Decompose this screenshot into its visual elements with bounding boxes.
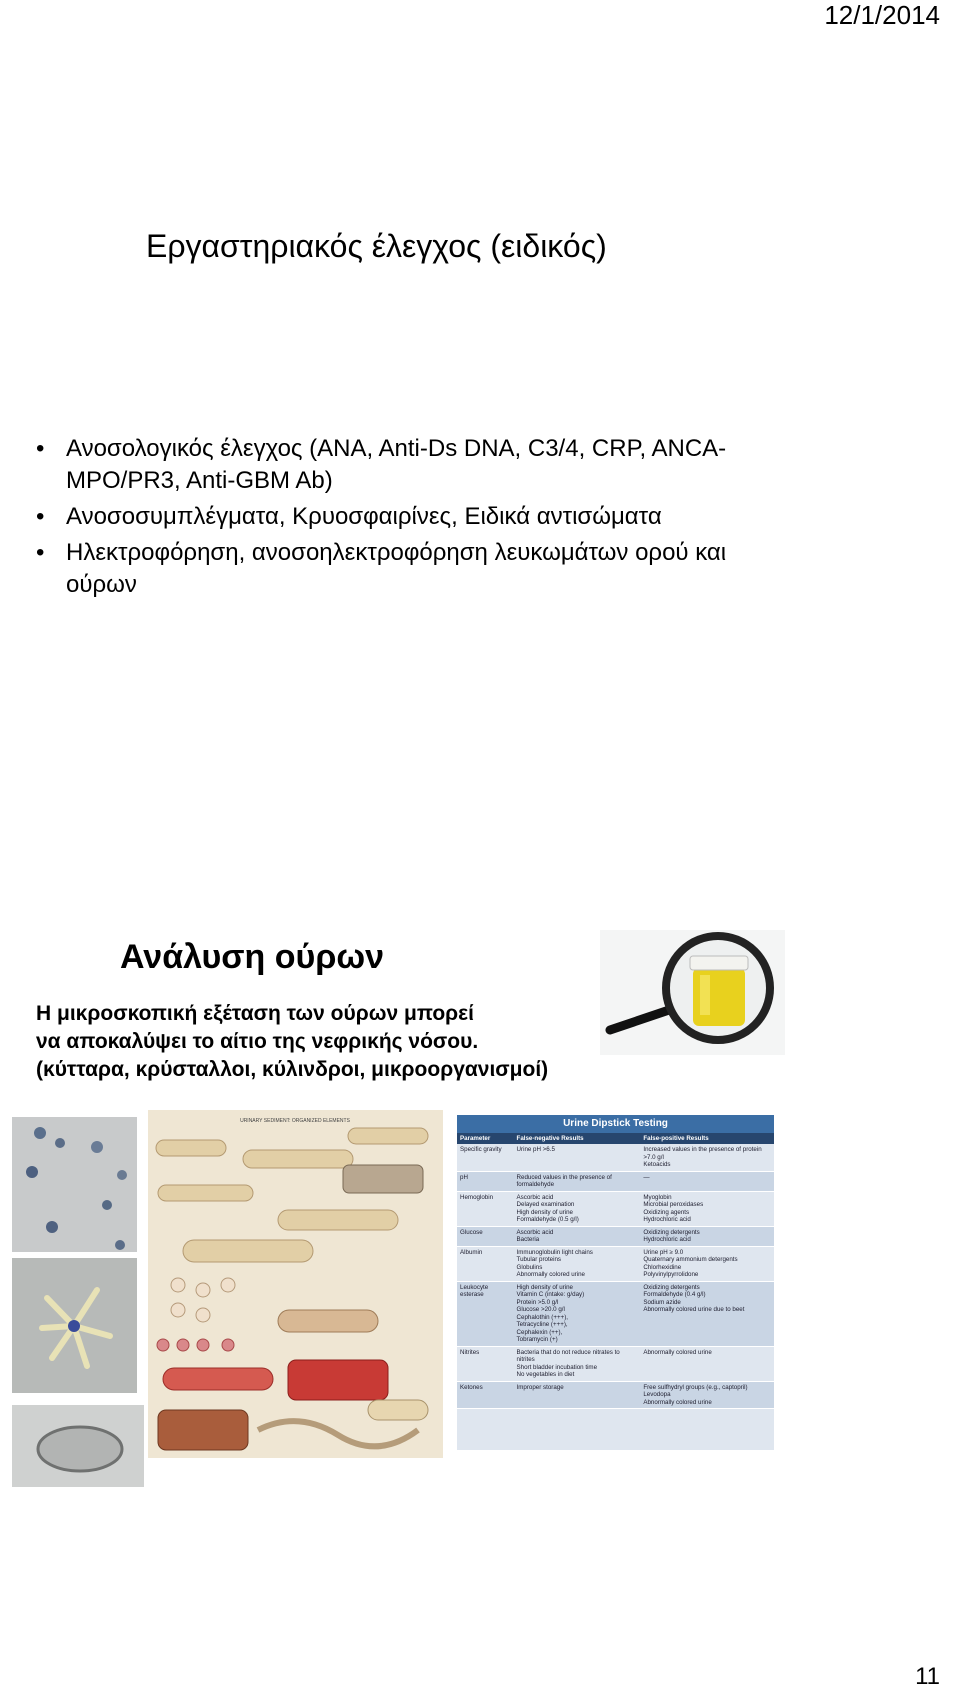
text-line: (κύτταρα, κρύσταλλοι, κύλινδροι, μικροοργανισμοί) — [36, 1058, 549, 1081]
slide2-title: Ανάλυση ούρων — [120, 938, 384, 976]
table-row — [457, 1346, 774, 1381]
table-cell: Glucose — [457, 1226, 514, 1246]
slide1-title: Εργαστηριακός έλεγχος (ειδικός) — [146, 228, 607, 264]
text-line: να αποκαλύψει το αίτιο της νεφρικής νόσου. — [36, 1030, 479, 1053]
table-cell: Increased values in the presence of protein >7.0 g/l Ketoacids — [640, 1144, 774, 1171]
table-cell: High density of urine Vitamin C (intake: g/day) Protein >5.0 g/l Glucose >20.0 g/l Cephalothin (+++), Tetracycline (+++), Cephalexin (++), Tobramycin (+) — [514, 1281, 641, 1346]
table-cell: pH — [457, 1171, 514, 1191]
page-number: 11 — [915, 1663, 940, 1690]
table-cell: Oxidizing detergents Hydrochloric acid — [640, 1226, 774, 1246]
table-row — [457, 1191, 774, 1226]
table-row — [457, 1226, 774, 1246]
table-row — [457, 1246, 774, 1281]
date-header: 12/1/2014 — [824, 0, 940, 30]
dipstick-title: Urine Dipstick Testing — [457, 1115, 774, 1133]
table-cell: Oxidizing detergents Formaldehyde (0.4 g/l) Sodium azide Abnormally colored urine due to beet — [640, 1281, 774, 1346]
table-cell: Leukocyte esterase — [457, 1281, 514, 1346]
table-row — [457, 1281, 774, 1346]
slide1-bullet-list — [36, 433, 736, 605]
microscopy-cells-image — [12, 1117, 137, 1252]
magnifier-urine-image — [600, 930, 785, 1055]
column-header: False-negative Results — [514, 1133, 641, 1144]
bullet-item: • Ηλεκτροφόρηση, ανοσοηλεκτροφόρηση λευκωμάτων ορού και ούρων — [36, 537, 736, 601]
table-cell: Nitrites — [457, 1346, 514, 1381]
table-cell: Urine pH >6.5 — [514, 1144, 641, 1171]
column-header: False-positive Results — [640, 1133, 774, 1144]
table-cell: Bacteria that do not reduce nitrates to nitrites Short bladder incubation time No vegetables in diet — [514, 1346, 641, 1381]
table-row — [457, 1381, 774, 1409]
table-cell: Ascorbic acid Delayed examination High density of urine Formaldehyde (0.5 g/l) — [514, 1191, 641, 1226]
table-cell: Albumin — [457, 1246, 514, 1281]
dipstick-table-figure — [457, 1115, 774, 1450]
text-line: Η μικροσκοπική εξέταση των ούρων μπορεί — [36, 1002, 474, 1025]
dipstick-table — [457, 1133, 774, 1409]
microscopy-cast-image — [12, 1405, 144, 1487]
table-cell: Specific gravity — [457, 1144, 514, 1171]
bullet-item: • Ανοσοσυμπλέγματα, Κρυοσφαιρίνες, Ειδικά αντισώματα — [36, 501, 736, 533]
table-cell: Ketones — [457, 1381, 514, 1409]
slide2-text — [36, 1000, 548, 1084]
urinary-sediment-illustration — [148, 1110, 443, 1458]
table-cell: Myoglobin Microbial peroxidases Oxidizing agents Hydrochloric acid — [640, 1191, 774, 1226]
table-cell: Urine pH ≥ 9.0 Quaternary ammonium detergents Chlorhexidine Polyvinylpyrrolidone — [640, 1246, 774, 1281]
table-cell: Reduced values in the presence of formaldehyde — [514, 1171, 641, 1191]
table-cell: — — [640, 1171, 774, 1191]
table-cell: Hemoglobin — [457, 1191, 514, 1226]
table-row — [457, 1144, 774, 1171]
sediment-title: URINARY SEDIMENT: ORGANIZED ELEMENTS — [240, 1118, 350, 1124]
microscopy-crystal-image — [12, 1258, 137, 1393]
table-cell: Free sulfhydryl groups (e.g., captopril) Levodopa Abnormally colored urine — [640, 1381, 774, 1409]
table-cell: Abnormally colored urine — [640, 1346, 774, 1381]
table-cell: Improper storage — [514, 1381, 641, 1409]
table-cell: Ascorbic acid Bacteria — [514, 1226, 641, 1246]
column-header: Parameter — [457, 1133, 514, 1144]
bullet-item: • Ανοσολογικός έλεγχος (ANA, Anti-Ds DNA, C3/4, CRP, ANCA-MPO/PR3, Anti-GBM Ab) — [36, 433, 736, 497]
table-cell: Immunoglobulin light chains Tubular proteins Globulins Abnormally colored urine — [514, 1246, 641, 1281]
table-row — [457, 1171, 774, 1191]
